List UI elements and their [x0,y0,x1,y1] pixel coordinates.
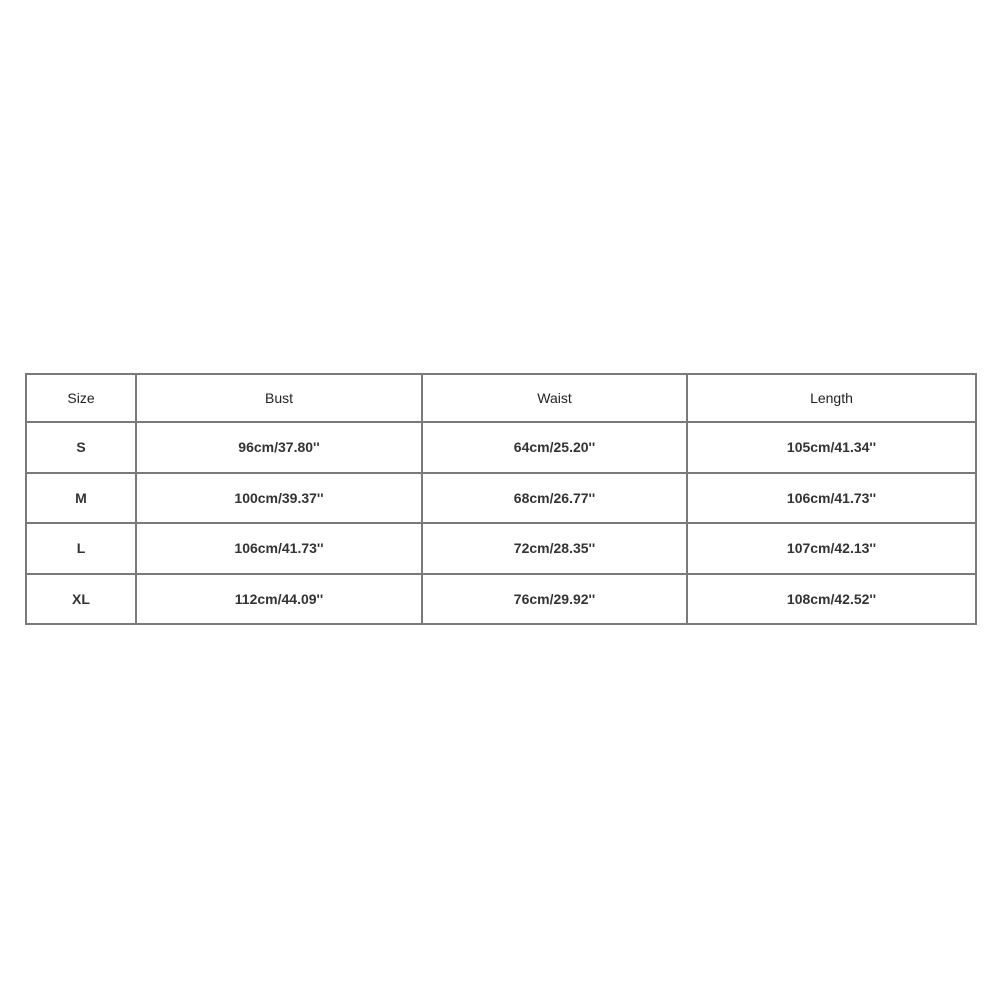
cell-size: S [26,422,136,473]
cell-size: M [26,473,136,524]
size-chart-table [25,373,977,625]
cell-waist: 64cm/25.20'' [422,422,687,473]
table-row [26,473,976,524]
cell-bust: 112cm/44.09'' [136,574,422,625]
cell-length: 105cm/41.34'' [687,422,976,473]
cell-bust: 100cm/39.37'' [136,473,422,524]
header-cell-length: Length [687,374,976,422]
cell-bust: 96cm/37.80'' [136,422,422,473]
header-cell-waist: Waist [422,374,687,422]
cell-length: 106cm/41.73'' [687,473,976,524]
cell-size: XL [26,574,136,625]
table-row [26,523,976,574]
cell-waist: 68cm/26.77'' [422,473,687,524]
header-row [26,374,976,422]
cell-length: 108cm/42.52'' [687,574,976,625]
table-row [26,422,976,473]
table-row [26,574,976,625]
cell-length: 107cm/42.13'' [687,523,976,574]
cell-size: L [26,523,136,574]
cell-waist: 76cm/29.92'' [422,574,687,625]
header-cell-bust: Bust [136,374,422,422]
cell-waist: 72cm/28.35'' [422,523,687,574]
cell-bust: 106cm/41.73'' [136,523,422,574]
header-cell-size: Size [26,374,136,422]
